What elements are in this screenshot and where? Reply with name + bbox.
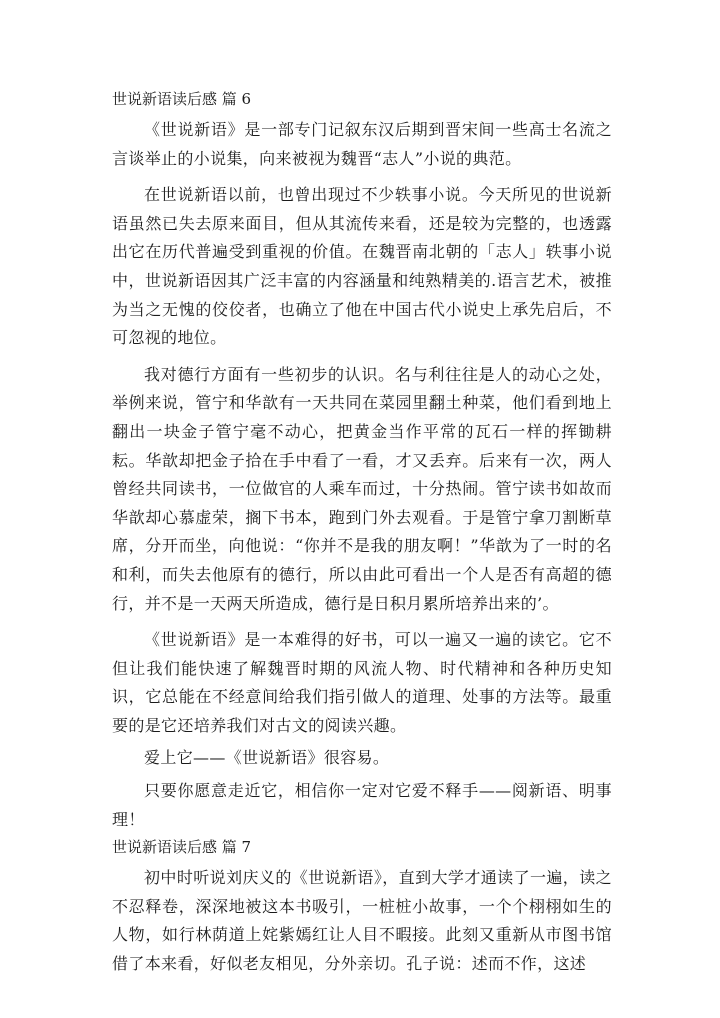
paragraph: 爱上它——《世说新语》很容易。 <box>144 748 390 768</box>
paragraph: 在世说新语以前，也曾出现过不少轶事小说。今天所见的世说新语虽然已失去原来面目，但从其流传来看，还是较为完整的，也透露出它在历代普遍受到重视的价值。在魏晋南北朝的「志人」轶事小说中，世说新语因其广泛丰富的内容涵量和纯熟精美的.语言艺术，被推为当之无愧的佼佼者，也确立了他在中国古代小说史上承先启后，不可忽视的地位。 <box>112 185 612 348</box>
paragraph: 初中时听说刘庆义的《世说新语》，直到大学才通读了一遍，读之不忍释卷，深深地被这本书吸引，一桩桩小故事，一个个栩栩如生的人物，如行林荫道上姹紫嫣红让人目不暇接。此刻又重新从市图书馆借了本来看，好似老友相见，分外亲切。孔子说：述而不作，这述 <box>112 868 612 974</box>
paragraph: 《世说新语》是一部专门记叙东汉后期到晋宋间一些高士名流之言谈举止的小说集，向来被视为魏晋“志人”小说的典范。 <box>112 120 612 168</box>
paragraph: 《世说新语》是一本难得的好书，可以一遍又一遍的读它。它不但让我们能快速了解魏晋时期的风流人物、时代精神和各种历史知识，它总能在不经意间给我们指引做人的道理、处事的方法等。最重要的是它还培养我们对古文的阅读兴趣。 <box>112 630 612 735</box>
paragraph: 只要你愿意走近它，相信你一定对它爱不释手——阅新语、明事理！ <box>112 781 612 829</box>
document-page <box>112 86 612 979</box>
paragraph: 我对德行方面有一些初步的认识。名与利往往是人的动心之处，举例来说，管宁和华歆有一天共同在菜园里翻土种菜，他们看到地上翻出一块金子管宁毫不动心，把黄金当作平常的瓦石一样的挥锄耕耘。华歆却把金子拾在手中看了一看，才又丢弃。后来有一次，两人曾经共同读书，一位做官的人乘车而过，十分热闹。管宁读书如故而华歆却心慕虚荣，搁下书本，跑到门外去观看。于是管宁拿刀割断草席，分开而坐，向他说：“你并不是我的朋友啊！”华歆为了一时的名和利，而失去他原有的德行，所以由此可看出一个人是否有高超的德行，并不是一天两天所造成，德行是日积月累所培养出来的’。 <box>112 364 612 613</box>
section-title: 世说新语读后感 篇 6 <box>112 90 252 108</box>
section-title: 世说新语读后感 篇 7 <box>112 838 252 857</box>
